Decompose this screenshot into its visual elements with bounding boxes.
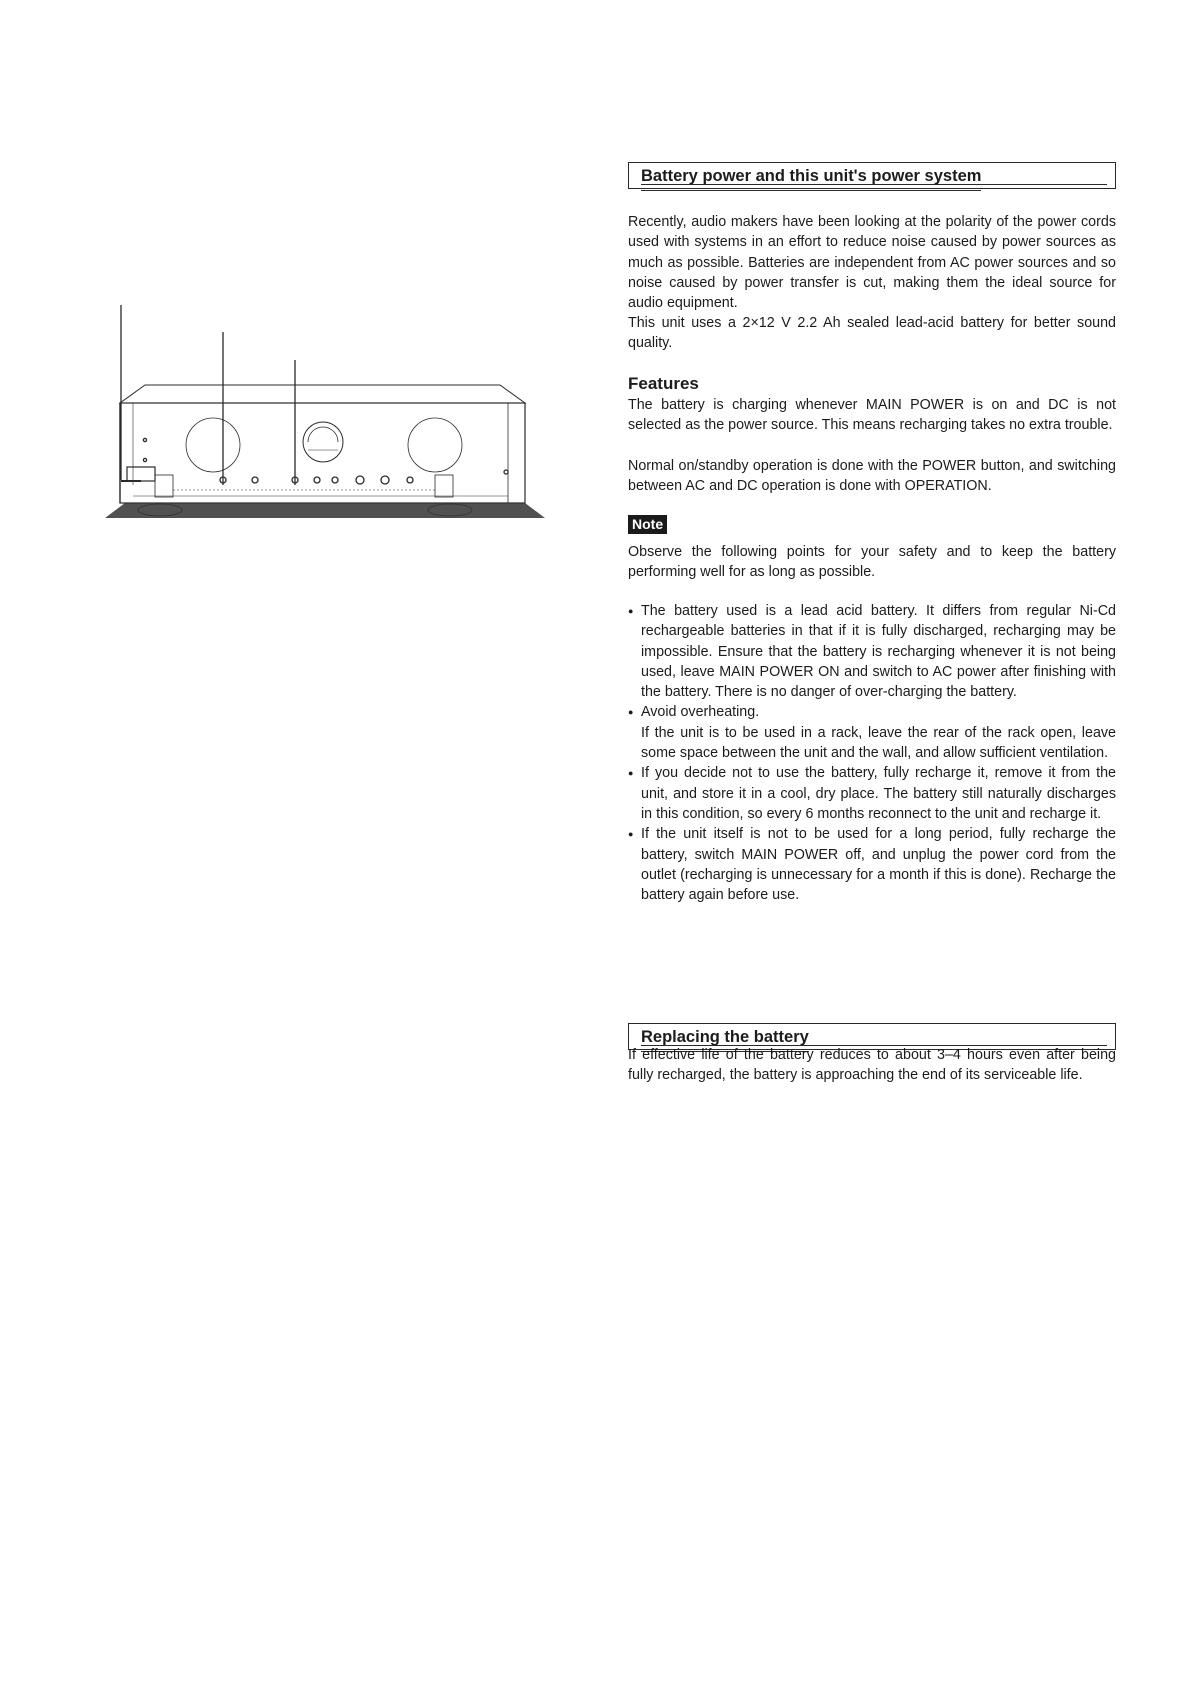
amplifier-front-panel-illustration — [105, 300, 545, 530]
note-item: ● If you decide not to use the battery, fully recharge it, remove it from the unit, and store it in a cool, dry place. The battery still naturally discharges in this condition, so every 6 months reconnect to the unit and recharge it. — [628, 763, 1116, 824]
section-heading-battery-power — [628, 162, 1116, 189]
note-badge: Note — [628, 515, 667, 534]
note-label-wrapper — [628, 515, 1116, 534]
section2-paragraph-1: If effective life of the battery reduces to about 3–4 hours even after being fully recharged, the battery is approaching the end of its serviceable life. — [628, 1047, 1116, 1084]
note-intro: Observe the following points for your safety and to keep the battery performing well for as long as possible. — [628, 544, 1116, 581]
section1-paragraph-1: Recently, audio makers have been looking at the polarity of the power cords used with systems in an effort to reduce noise caused by power sources as much as possible. Batteries are independent from AC power sources and so noise caused by power transfer is cut, making them the ideal source for audio equipment. — [628, 214, 1116, 312]
note-item: ● If the unit itself is not to be used for a long period, fully recharge the battery, switch MAIN POWER off, and unplug the power cord from the outlet (recharging is unnecessary for a month if this is done). Recharge the battery again before use. — [628, 824, 1116, 905]
note-item: ● The battery used is a lead acid battery. It differs from regular Ni-Cd rechargeable batteries in that if it is fully discharged, recharging may be impossible. Ensure that the battery is recharging whenever it is not being used, leave MAIN POWER ON and switch to AC power after finishing with the battery. There is no danger of over-charging the battery. — [628, 601, 1116, 702]
note-list — [628, 601, 1116, 905]
section-heading-battery-power-text: Battery power and this unit's power system — [641, 163, 981, 191]
section1-paragraph-2: This unit uses a 2×12 V 2.2 Ah sealed lead-acid battery for better sound quality. — [628, 315, 1116, 352]
section-heading-replacing-battery-text: Replacing the battery — [641, 1024, 809, 1052]
features-heading: Features — [628, 374, 699, 393]
note-item: ● Avoid overheating. — [628, 702, 1116, 722]
note-item-continuation — [628, 723, 1116, 764]
features-paragraph-2: Normal on/standby operation is done with the POWER button, and switching between AC and DC operation is done with OPERATION. — [628, 458, 1116, 495]
features-paragraph-1: The battery is charging whenever MAIN POWER is on and DC is not selected as the power source. This means recharging takes no extra trouble. — [628, 397, 1116, 434]
note-item-text: If the unit is to be used in a rack, leave the rear of the rack open, leave some space between the unit and the wall, and allow sufficient ventilation. — [641, 724, 1116, 762]
